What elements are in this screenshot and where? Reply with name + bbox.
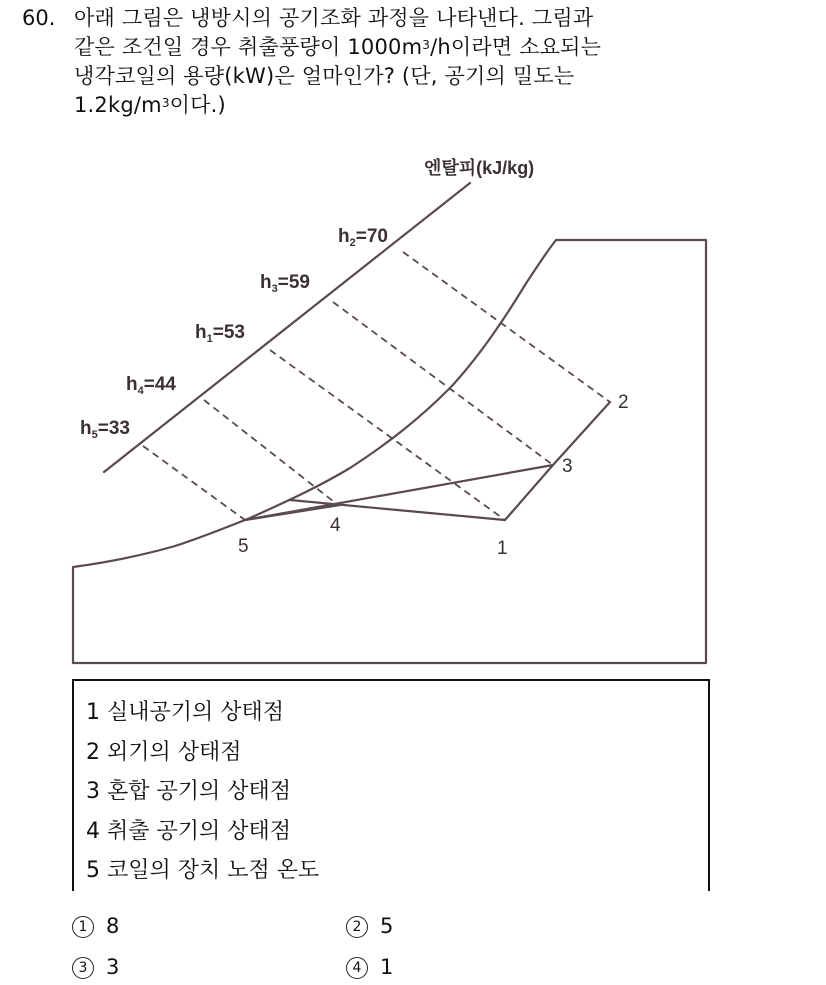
choice-2[interactable]: 2 5 (346, 914, 393, 938)
saturation-curve-frame (73, 240, 706, 663)
h3-label: $h_3=59$ (260, 272, 310, 295)
question-line-2: 같은 조건일 경우 취출풍량이 $1000m^3/h$이라면 소요되는 (74, 35, 602, 59)
process-line-1-4 (290, 500, 505, 520)
h3-dashed-line (333, 302, 553, 465)
h1-label: $h_1=53$ (195, 322, 245, 345)
choice-4[interactable]: 4 1 (346, 955, 393, 979)
choice-3[interactable]: 3 3 (72, 955, 119, 979)
choice-1[interactable]: 1 8 (72, 914, 119, 938)
legend-item: 4 취출 공기의 상태점 (86, 819, 291, 844)
question-number: 60. (22, 6, 56, 30)
legend-box (72, 679, 710, 891)
h2-label: $h_2=70$ (338, 226, 388, 249)
h2-dashed-line (403, 252, 610, 402)
process-line-4-5 (245, 505, 340, 520)
question-line-1: 아래 그림은 냉방시의 공기조화 과정을 나타낸다. 그림과 (74, 6, 594, 30)
enthalpy-axis-line (104, 183, 470, 472)
legend-item: 1 실내공기의 상태점 (86, 700, 284, 725)
choice-marker-icon: 1 (72, 916, 94, 938)
point-2-label: 2 (618, 392, 629, 413)
h5-dashed-line (143, 446, 245, 520)
choice-marker-icon: 3 (72, 957, 94, 979)
axis-label: 엔탈피(kJ/kg) (424, 158, 535, 178)
point-1-label: 1 (497, 538, 508, 559)
h4-dashed-line (204, 400, 338, 505)
choice-marker-icon: 2 (346, 916, 368, 938)
process-line-2-3-1 (505, 402, 610, 520)
point-3-label: 3 (562, 456, 573, 477)
legend-item: 3 혼합 공기의 상태점 (86, 779, 291, 804)
h4-label: $h_4=44$ (126, 374, 176, 397)
point-5-label: 5 (238, 536, 249, 557)
point-4-label: 4 (330, 515, 341, 536)
question-line-4: $1.2kg/m^3$이다.) (74, 93, 226, 117)
h5-label: $h_5=33$ (80, 418, 130, 441)
legend-item: 2 외기의 상태점 (86, 740, 242, 765)
choice-marker-icon: 4 (346, 957, 368, 979)
question-line-3: 냉각코일의 용량(kW)은 얼마인가? (단, 공기의 밀도는 (74, 64, 575, 88)
legend-item: 5 코일의 장치 노점 온도 (86, 858, 320, 883)
